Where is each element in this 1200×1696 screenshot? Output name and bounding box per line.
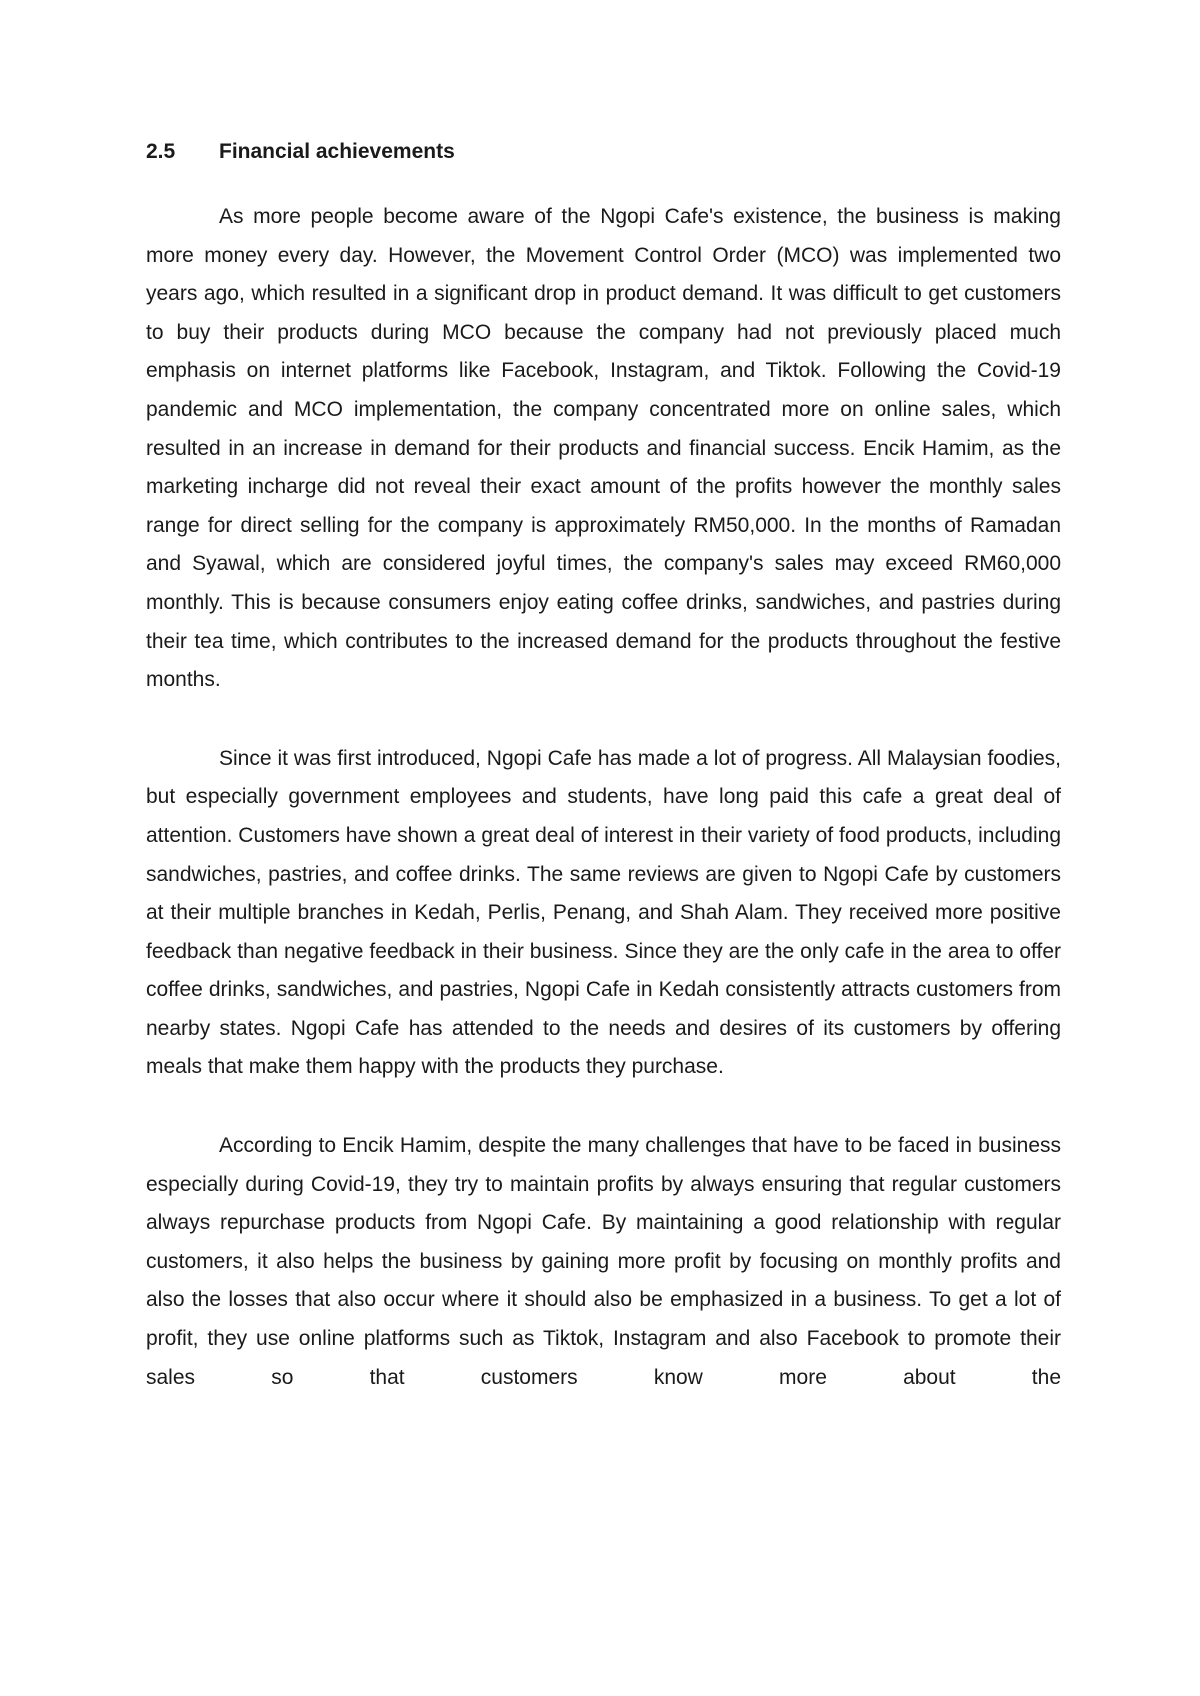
section-number: 2.5 — [146, 140, 176, 163]
document-page — [146, 138, 1061, 1397]
section-heading — [146, 138, 1061, 166]
paragraph-financial-growth: As more people become aware of the Ngopi Cafe's existence, the business is making more money every day. However, the Movement Control Order (MCO) was implemented two years ago, which resulted in a significant drop in product demand. It was difficult to get customers to buy their products during MCO because the company had not previously placed much emphasis on internet platforms like Facebook, Instagram, and Tiktok. Following the Covid-19 pandemic and MCO implementation, the company concentrated more on online sales, which resulted in an increase in demand for their products and financial success. Encik Hamim, as the marketing incharge did not reveal their exact amount of the profits however the monthly sales range for direct selling for the company is approximately RM50,000. In the months of Ramadan and Syawal, which are considered joyful times, the company's sales may exceed RM60,000 monthly. This is because consumers enjoy eating coffee drinks, sandwiches, and pastries during their tea time, which contributes to the increased demand for the products throughout the festive months. — [146, 205, 1061, 692]
section-title: Financial achievements — [219, 140, 455, 163]
paragraph-progress: Since it was first introduced, Ngopi Cafe has made a lot of progress. All Malaysian foodies, but especially government employees and students, have long paid this cafe a great deal of attention. Customers have shown a great deal of interest in their variety of food products, including sandwiches, pastries, and coffee drinks. The same reviews are given to Ngopi Cafe by customers at their multiple branches in Kedah, Perlis, Penang, and Shah Alam. They received more positive feedback than negative feedback in their business. Since they are the only cafe in the area to offer coffee drinks, sandwiches, and pastries, Ngopi Cafe in Kedah consistently attracts customers from nearby states. Ngopi Cafe has attended to the needs and desires of its customers by offering meals that make them happy with the products they purchase. — [146, 746, 1061, 1079]
paragraph-profits: According to Encik Hamim, despite the many challenges that have to be faced in business especially during Covid-19, they try to maintain profits by always ensuring that regular customers always repurchase products from Ngopi Cafe. By maintaining a good relationship with regular customers, it also helps the business by gaining more profit by focusing on monthly profits and also the losses that also occur where it should also be emphasized in a business. To get a lot of profit, they use online platforms such as Tiktok, Instagram and also Facebook to promote their sales so that customers know more about the — [146, 1134, 1061, 1389]
